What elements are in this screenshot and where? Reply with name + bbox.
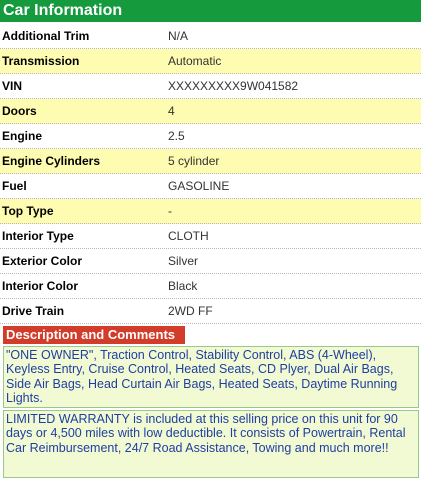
spec-label: Engine Cylinders: [2, 154, 101, 168]
spec-value: Black: [168, 279, 198, 293]
spec-value: Automatic: [168, 54, 222, 68]
spec-value: -: [168, 204, 172, 218]
spec-label: Interior Color: [2, 279, 79, 293]
spec-row-top-type: [0, 199, 421, 224]
spec-label: Doors: [2, 104, 37, 118]
spec-row-interior-color: [0, 274, 421, 299]
spec-label: Exterior Color: [2, 254, 83, 268]
spec-label: Drive Train: [2, 304, 65, 318]
spec-value: 5 cylinder: [168, 154, 220, 168]
spec-label: Fuel: [2, 179, 27, 193]
spec-row-fuel: [0, 174, 421, 199]
description-warranty-text: LIMITED WARRANTY is included at this selling price on this unit for 90 days or 4,500 miles with low deductible. It consists of Powertrain, Rental Car Reimbursement, 24/7 Road Assistance, Towing and much more!!: [6, 412, 406, 455]
description-warranty-box: [3, 410, 419, 478]
spec-value: GASOLINE: [168, 179, 230, 193]
car-specs-table: [0, 24, 421, 324]
spec-row-transmission: [0, 49, 421, 74]
spec-label: VIN: [2, 79, 23, 93]
spec-label: Interior Type: [2, 229, 74, 243]
spec-value: N/A: [168, 29, 189, 43]
spec-row-vin: [0, 74, 421, 99]
spec-value: CLOTH: [168, 229, 209, 243]
spec-row-doors: [0, 99, 421, 124]
description-features-box: [3, 346, 419, 408]
spec-value: 4: [168, 104, 175, 118]
spec-row-drive-train: [0, 299, 421, 324]
spec-label: Transmission: [2, 54, 80, 68]
spec-value: Silver: [168, 254, 199, 268]
spec-row-interior-type: [0, 224, 421, 249]
spec-value: 2.5: [168, 129, 185, 143]
spec-label: Engine: [2, 129, 43, 143]
car-information-title: Car Information: [3, 2, 123, 19]
spec-value: XXXXXXXXX9W041582: [168, 79, 299, 93]
spec-row-engine: [0, 124, 421, 149]
description-title: Description and Comments: [6, 327, 176, 342]
spec-label: Top Type: [2, 204, 54, 218]
spec-value: 2WD FF: [168, 304, 213, 318]
description-features-text: "ONE OWNER", Traction Control, Stability Control, ABS (4-Wheel), Keyless Entry, Cruise Control, Heated Seats, CD Plyer, Dual Air Bags, Side Air Bags, Head Curtain Air Bags, Heated Seats, Daytime Running Lights.: [6, 348, 398, 405]
spec-label: Additional Trim: [2, 29, 90, 43]
spec-row-additional-trim: [0, 24, 421, 49]
spec-row-exterior-color: [0, 249, 421, 274]
spec-row-engine-cylinders: [0, 149, 421, 174]
car-information-header: [0, 0, 421, 22]
description-header: [3, 326, 185, 344]
